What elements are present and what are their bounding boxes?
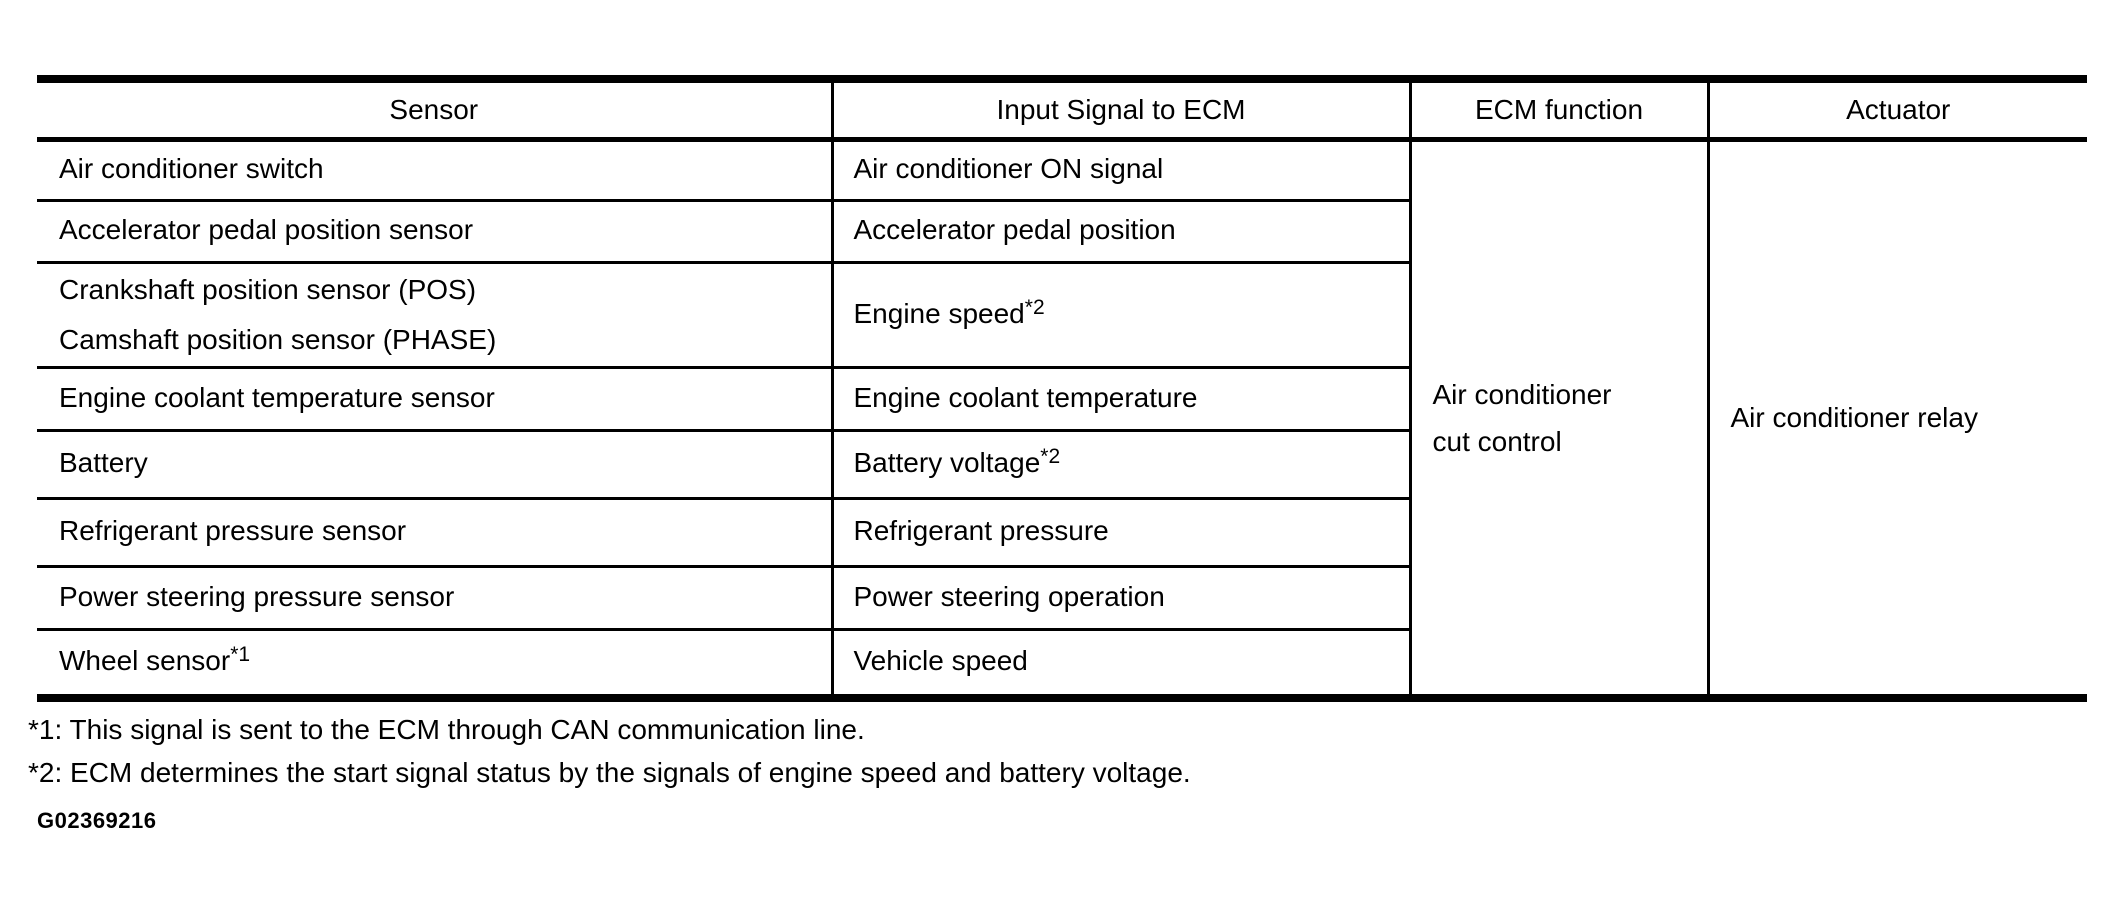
cell-sensor	[37, 139, 832, 200]
signal-text: Refrigerant pressure	[853, 515, 1109, 546]
sensor-text: Crankshaft position sensor (POS)	[59, 274, 477, 305]
sensor-text: Accelerator pedal position sensor	[59, 214, 474, 245]
table-row	[37, 139, 2087, 200]
header-ecm-function: ECM function	[1410, 79, 1708, 139]
ecm-signal-table	[37, 75, 2087, 702]
footnote-2: *2: ECM determines the start signal status by the signals of engine speed and battery voltage.	[28, 757, 1191, 788]
sensor-text: Engine coolant temperature sensor	[59, 381, 495, 413]
cell-sensor	[37, 430, 832, 498]
cell-input-signal	[832, 498, 1410, 566]
cell-sensor	[37, 367, 832, 430]
signal-text: Vehicle speed	[853, 645, 1028, 677]
signal-text: Accelerator pedal position	[853, 214, 1176, 245]
sensor-text: Wheel sensor	[59, 645, 231, 677]
cell-sensor	[37, 262, 832, 367]
header-sensor: Sensor	[37, 79, 832, 139]
sensor-footnote-mark: *1	[230, 643, 251, 667]
figure-id: G02369216	[37, 808, 157, 833]
signal-text: Power steering operation	[853, 580, 1165, 612]
ecm-function-text: Air conditioner cut control	[1432, 378, 1612, 457]
cell-sensor	[37, 566, 832, 629]
cell-input-signal	[832, 262, 1410, 367]
sensor-text: Battery	[59, 447, 148, 478]
cell-input-signal	[832, 430, 1410, 498]
actuator-text: Air conditioner relay	[1730, 402, 1978, 434]
sensor-text: Refrigerant pressure sensor	[59, 515, 407, 546]
cell-sensor	[37, 200, 832, 262]
signal-text: Engine coolant temperature	[853, 381, 1198, 413]
cell-sensor	[37, 498, 832, 566]
sensor-text: Air conditioner switch	[59, 153, 324, 184]
cell-input-signal	[832, 566, 1410, 629]
signal-text: Engine speed	[853, 297, 1025, 329]
cell-actuator	[1708, 139, 2087, 698]
cell-input-signal	[832, 367, 1410, 430]
header-row	[37, 79, 2087, 139]
sensor-text: Power steering pressure sensor	[59, 580, 455, 612]
header-actuator: Actuator	[1708, 79, 2087, 139]
cell-input-signal	[832, 629, 1410, 698]
sensor-text-line2: Camshaft position sensor (PHASE)	[59, 324, 497, 355]
signal-footnote-mark: *2	[1024, 295, 1045, 319]
signal-text: Battery voltage	[853, 447, 1041, 478]
cell-ecm-function	[1410, 139, 1708, 698]
signal-text: Air conditioner ON signal	[853, 153, 1164, 184]
ecm-signal-table-container	[37, 75, 2087, 702]
cell-sensor	[37, 629, 832, 698]
signal-footnote-mark: *2	[1040, 445, 1061, 468]
cell-input-signal	[832, 139, 1410, 200]
cell-input-signal	[832, 200, 1410, 262]
footnote-1: *1: This signal is sent to the ECM through CAN communication line.	[28, 714, 865, 745]
header-input-signal: Input Signal to ECM	[832, 79, 1410, 139]
